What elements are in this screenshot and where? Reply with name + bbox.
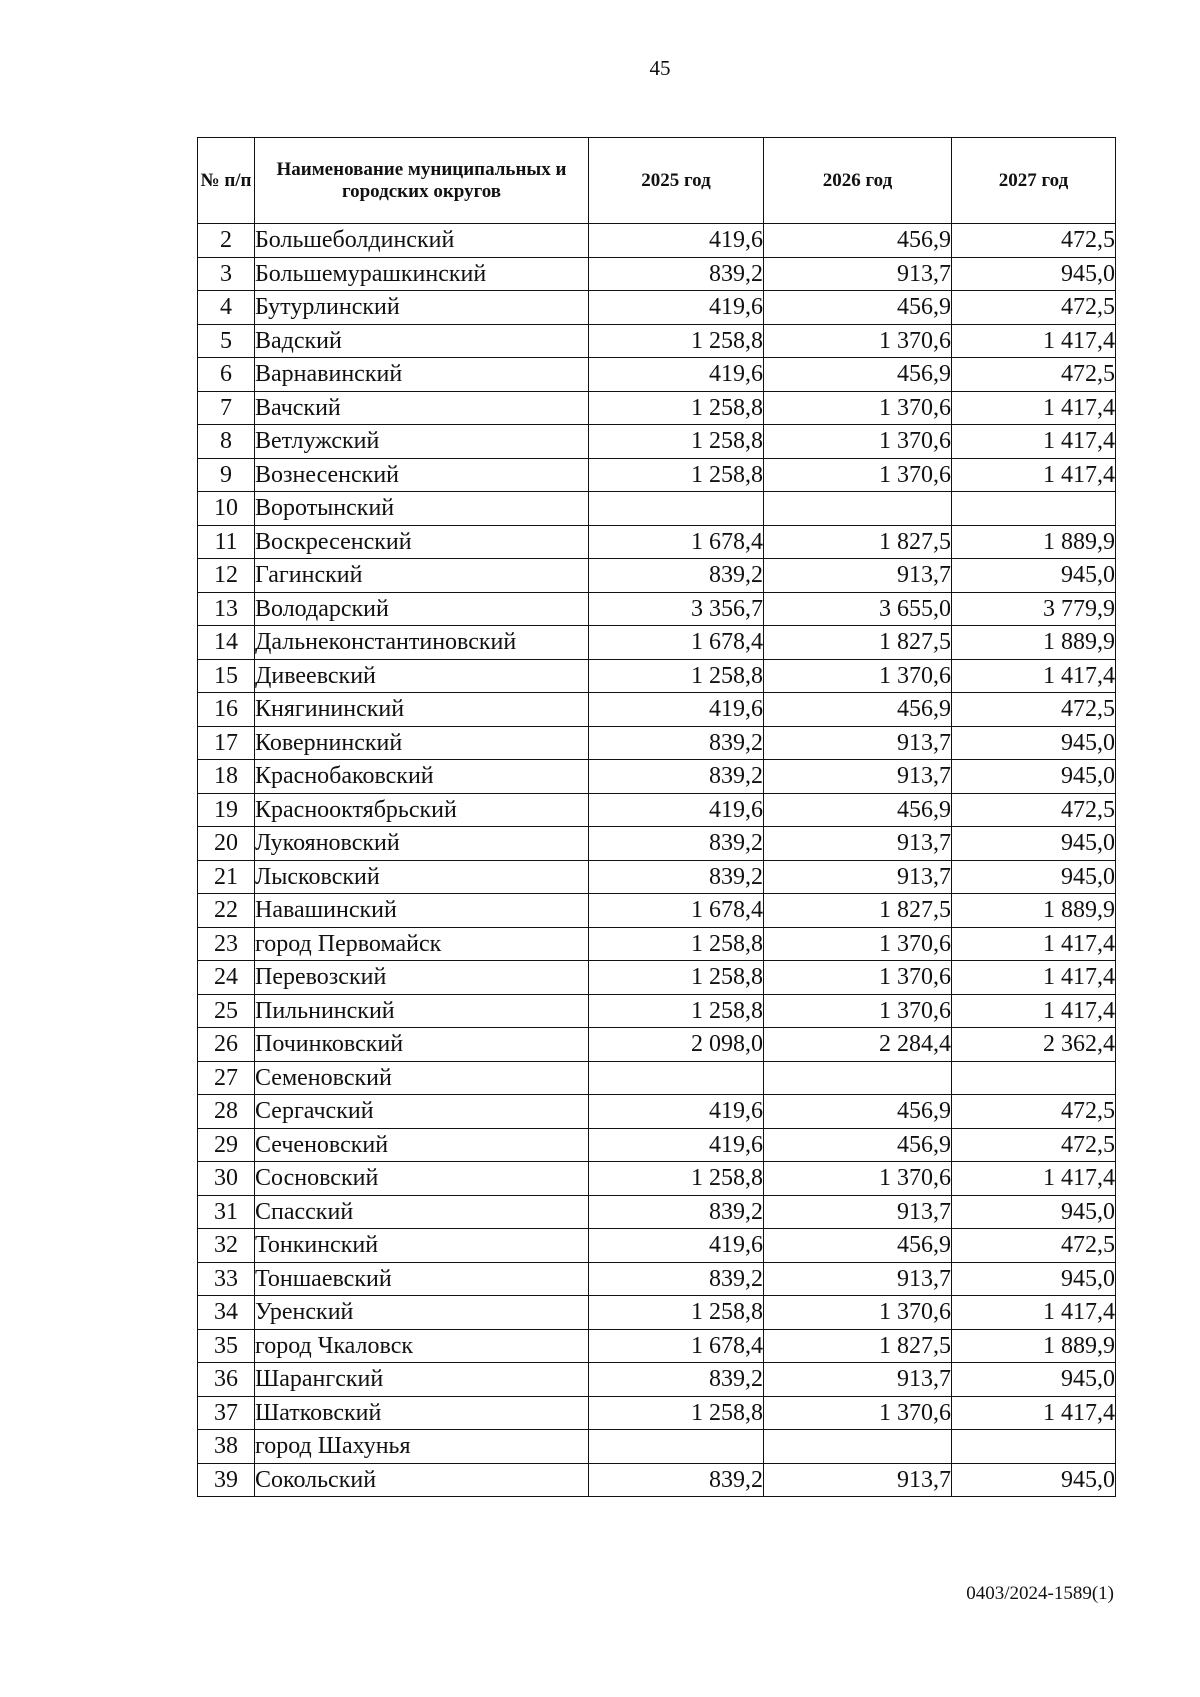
- municipality-name: Шатковский: [255, 1396, 589, 1430]
- table-row: [198, 257, 1116, 291]
- row-number: 3: [198, 257, 255, 291]
- value-2027: 472,5: [952, 1095, 1116, 1129]
- value-2027: 1 417,4: [952, 927, 1116, 961]
- row-number: 13: [198, 592, 255, 626]
- row-number: 34: [198, 1296, 255, 1330]
- municipality-name: город Чкаловск: [255, 1329, 589, 1363]
- row-number: 23: [198, 927, 255, 961]
- value-2026: 456,9: [764, 358, 952, 392]
- value-2027: 1 417,4: [952, 659, 1116, 693]
- table-header: [198, 138, 1116, 224]
- value-2027: 945,0: [952, 760, 1116, 794]
- value-2026: 913,7: [764, 559, 952, 593]
- value-2026: 1 370,6: [764, 1162, 952, 1196]
- value-2026: 1 370,6: [764, 659, 952, 693]
- value-2027: 1 889,9: [952, 525, 1116, 559]
- value-2027: 945,0: [952, 726, 1116, 760]
- value-2026: 456,9: [764, 1128, 952, 1162]
- value-2027: 945,0: [952, 1463, 1116, 1497]
- value-2027: 1 417,4: [952, 391, 1116, 425]
- municipality-name: Вачский: [255, 391, 589, 425]
- row-number: 28: [198, 1095, 255, 1129]
- header-year-2026: 2026 год: [764, 138, 952, 224]
- value-2026: 913,7: [764, 760, 952, 794]
- value-2025: 1 678,4: [589, 626, 764, 660]
- value-2026: 1 827,5: [764, 894, 952, 928]
- value-2027: 1 889,9: [952, 894, 1116, 928]
- municipality-name: Гагинский: [255, 559, 589, 593]
- value-2026: 1 370,6: [764, 961, 952, 995]
- value-2025: 1 258,8: [589, 391, 764, 425]
- municipality-name: Уренский: [255, 1296, 589, 1330]
- table-row: [198, 525, 1116, 559]
- municipality-name: Семеновский: [255, 1061, 589, 1095]
- value-2025: 1 678,4: [589, 894, 764, 928]
- row-number: 24: [198, 961, 255, 995]
- municipality-name: Спасский: [255, 1195, 589, 1229]
- municipality-name: Вадский: [255, 324, 589, 358]
- value-2027: 1 417,4: [952, 961, 1116, 995]
- table-row: [198, 860, 1116, 894]
- value-2025: 839,2: [589, 559, 764, 593]
- table-row: [198, 1396, 1116, 1430]
- value-2025: 839,2: [589, 860, 764, 894]
- table-row: [198, 1162, 1116, 1196]
- municipality-name: Воротынский: [255, 492, 589, 526]
- value-2027: 945,0: [952, 257, 1116, 291]
- municipality-name: Сосновский: [255, 1162, 589, 1196]
- header-municipality-name: Наименование муниципальных и городских округов: [255, 138, 589, 224]
- municipality-name: Володарский: [255, 592, 589, 626]
- row-number: 36: [198, 1363, 255, 1397]
- table-row: [198, 1363, 1116, 1397]
- value-2026: 1 370,6: [764, 458, 952, 492]
- value-2027: 945,0: [952, 827, 1116, 861]
- value-2025: 839,2: [589, 1363, 764, 1397]
- value-2027: 1 417,4: [952, 425, 1116, 459]
- value-2025: 1 258,8: [589, 1396, 764, 1430]
- table-row: [198, 324, 1116, 358]
- value-2027: 1 889,9: [952, 1329, 1116, 1363]
- value-2025: 839,2: [589, 1262, 764, 1296]
- municipality-name: Шарангский: [255, 1363, 589, 1397]
- row-number: 26: [198, 1028, 255, 1062]
- value-2025: 419,6: [589, 693, 764, 727]
- row-number: 18: [198, 760, 255, 794]
- municipality-name: Тоншаевский: [255, 1262, 589, 1296]
- table-row: [198, 1262, 1116, 1296]
- row-number: 31: [198, 1195, 255, 1229]
- value-2026: 456,9: [764, 224, 952, 258]
- table-row: [198, 927, 1116, 961]
- value-2026: 1 370,6: [764, 1296, 952, 1330]
- value-2026: 1 827,5: [764, 525, 952, 559]
- municipality-name: Ветлужский: [255, 425, 589, 459]
- municipality-name: Краснобаковский: [255, 760, 589, 794]
- table-row: [198, 358, 1116, 392]
- table-row: [198, 492, 1116, 526]
- value-2026: [764, 1430, 952, 1464]
- row-number: 14: [198, 626, 255, 660]
- row-number: 21: [198, 860, 255, 894]
- municipality-name: город Первомайск: [255, 927, 589, 961]
- value-2026: 3 655,0: [764, 592, 952, 626]
- table-row: [198, 1095, 1116, 1129]
- table-row: [198, 1296, 1116, 1330]
- row-number: 37: [198, 1396, 255, 1430]
- value-2025: 1 258,8: [589, 927, 764, 961]
- row-number: 2: [198, 224, 255, 258]
- municipality-name: Тонкинский: [255, 1229, 589, 1263]
- value-2027: [952, 1061, 1116, 1095]
- value-2026: 913,7: [764, 1363, 952, 1397]
- row-number: 6: [198, 358, 255, 392]
- table-row: [198, 760, 1116, 794]
- value-2025: 2 098,0: [589, 1028, 764, 1062]
- value-2027: 1 417,4: [952, 994, 1116, 1028]
- value-2025: 419,6: [589, 1229, 764, 1263]
- value-2026: [764, 492, 952, 526]
- value-2025: 839,2: [589, 726, 764, 760]
- table-row: [198, 592, 1116, 626]
- municipality-name: Дальнеконстантиновский: [255, 626, 589, 660]
- municipality-name: Воскресенский: [255, 525, 589, 559]
- value-2025: 419,6: [589, 793, 764, 827]
- value-2026: [764, 1061, 952, 1095]
- row-number: 39: [198, 1463, 255, 1497]
- value-2026: 456,9: [764, 291, 952, 325]
- table-row: [198, 659, 1116, 693]
- value-2027: 1 417,4: [952, 324, 1116, 358]
- value-2025: 1 678,4: [589, 1329, 764, 1363]
- municipality-name: Большеболдинский: [255, 224, 589, 258]
- value-2026: 456,9: [764, 693, 952, 727]
- table-row: [198, 626, 1116, 660]
- value-2026: 1 370,6: [764, 425, 952, 459]
- municipality-name: Бутурлинский: [255, 291, 589, 325]
- table-row: [198, 693, 1116, 727]
- municipality-name: Починковский: [255, 1028, 589, 1062]
- municipality-name: Краснооктябрьский: [255, 793, 589, 827]
- value-2025: 1 258,8: [589, 961, 764, 995]
- row-number: 38: [198, 1430, 255, 1464]
- value-2026: 456,9: [764, 793, 952, 827]
- table-row: [198, 726, 1116, 760]
- value-2027: 945,0: [952, 1363, 1116, 1397]
- row-number: 9: [198, 458, 255, 492]
- table-row: [198, 1061, 1116, 1095]
- value-2027: 1 417,4: [952, 458, 1116, 492]
- value-2027: 1 417,4: [952, 1162, 1116, 1196]
- header-row: [198, 138, 1116, 224]
- document-code: 0403/2024-1589(1): [966, 1583, 1114, 1604]
- municipality-name: Варнавинский: [255, 358, 589, 392]
- value-2026: 1 370,6: [764, 927, 952, 961]
- municipality-name: город Шахунья: [255, 1430, 589, 1464]
- value-2027: 3 779,9: [952, 592, 1116, 626]
- value-2025: 839,2: [589, 1463, 764, 1497]
- value-2025: 1 258,8: [589, 324, 764, 358]
- value-2026: 1 827,5: [764, 626, 952, 660]
- header-number: № п/п: [198, 138, 255, 224]
- municipality-name: Сокольский: [255, 1463, 589, 1497]
- table-row: [198, 391, 1116, 425]
- table-row: [198, 1195, 1116, 1229]
- value-2025: 3 356,7: [589, 592, 764, 626]
- table-row: [198, 1028, 1116, 1062]
- value-2027: 472,5: [952, 1128, 1116, 1162]
- table-row: [198, 1229, 1116, 1263]
- municipality-name: Вознесенский: [255, 458, 589, 492]
- value-2026: 913,7: [764, 257, 952, 291]
- municipality-name: Перевозский: [255, 961, 589, 995]
- row-number: 17: [198, 726, 255, 760]
- value-2025: 1 258,8: [589, 1296, 764, 1330]
- municipality-name: Навашинский: [255, 894, 589, 928]
- value-2026: 1 370,6: [764, 1396, 952, 1430]
- table-row: [198, 458, 1116, 492]
- row-number: 5: [198, 324, 255, 358]
- value-2025: 1 678,4: [589, 525, 764, 559]
- table-row: [198, 224, 1116, 258]
- row-number: 25: [198, 994, 255, 1028]
- value-2027: 472,5: [952, 291, 1116, 325]
- row-number: 22: [198, 894, 255, 928]
- value-2025: 1 258,8: [589, 458, 764, 492]
- value-2025: 839,2: [589, 257, 764, 291]
- value-2026: 913,7: [764, 1195, 952, 1229]
- value-2025: 1 258,8: [589, 1162, 764, 1196]
- table-row: [198, 1329, 1116, 1363]
- value-2026: 913,7: [764, 1262, 952, 1296]
- value-2025: [589, 1061, 764, 1095]
- value-2026: 1 370,6: [764, 994, 952, 1028]
- row-number: 8: [198, 425, 255, 459]
- value-2027: 945,0: [952, 860, 1116, 894]
- municipality-name: Сеченовский: [255, 1128, 589, 1162]
- row-number: 35: [198, 1329, 255, 1363]
- value-2025: 419,6: [589, 224, 764, 258]
- value-2026: 1 827,5: [764, 1329, 952, 1363]
- table-row: [198, 1128, 1116, 1162]
- municipal-allocation-table: [197, 137, 1116, 1497]
- municipality-name: Большемурашкинский: [255, 257, 589, 291]
- value-2025: 839,2: [589, 827, 764, 861]
- row-number: 11: [198, 525, 255, 559]
- row-number: 7: [198, 391, 255, 425]
- row-number: 33: [198, 1262, 255, 1296]
- table-row: [198, 291, 1116, 325]
- page-number: 45: [649, 56, 671, 80]
- value-2025: [589, 492, 764, 526]
- row-number: 27: [198, 1061, 255, 1095]
- value-2027: 472,5: [952, 224, 1116, 258]
- value-2025: 839,2: [589, 1195, 764, 1229]
- municipality-name: Дивеевский: [255, 659, 589, 693]
- table-row: [198, 961, 1116, 995]
- row-number: 30: [198, 1162, 255, 1196]
- value-2026: 913,7: [764, 860, 952, 894]
- value-2027: 1 417,4: [952, 1396, 1116, 1430]
- value-2026: 2 284,4: [764, 1028, 952, 1062]
- value-2027: 472,5: [952, 1229, 1116, 1263]
- table-row: [198, 827, 1116, 861]
- municipality-name: Княгининский: [255, 693, 589, 727]
- value-2027: [952, 492, 1116, 526]
- value-2025: 1 258,8: [589, 659, 764, 693]
- value-2025: [589, 1430, 764, 1464]
- value-2025: 1 258,8: [589, 425, 764, 459]
- value-2026: 456,9: [764, 1229, 952, 1263]
- value-2027: 472,5: [952, 358, 1116, 392]
- value-2026: 1 370,6: [764, 391, 952, 425]
- municipality-name: Сергачский: [255, 1095, 589, 1129]
- table-row: [198, 1430, 1116, 1464]
- header-year-2025: 2025 год: [589, 138, 764, 224]
- header-year-2027: 2027 год: [952, 138, 1116, 224]
- municipality-name: Лысковский: [255, 860, 589, 894]
- table-row: [198, 793, 1116, 827]
- value-2027: 2 362,4: [952, 1028, 1116, 1062]
- value-2027: 1 417,4: [952, 1296, 1116, 1330]
- value-2025: 419,6: [589, 1128, 764, 1162]
- value-2027: 1 889,9: [952, 626, 1116, 660]
- value-2025: 1 258,8: [589, 994, 764, 1028]
- table-body: [198, 224, 1116, 1497]
- row-number: 4: [198, 291, 255, 325]
- table-row: [198, 1463, 1116, 1497]
- value-2026: 913,7: [764, 827, 952, 861]
- value-2027: [952, 1430, 1116, 1464]
- value-2027: 945,0: [952, 559, 1116, 593]
- value-2025: 419,6: [589, 1095, 764, 1129]
- value-2025: 419,6: [589, 358, 764, 392]
- row-number: 29: [198, 1128, 255, 1162]
- table-row: [198, 559, 1116, 593]
- row-number: 10: [198, 492, 255, 526]
- row-number: 16: [198, 693, 255, 727]
- municipality-name: Ковернинский: [255, 726, 589, 760]
- table-row: [198, 994, 1116, 1028]
- value-2027: 472,5: [952, 793, 1116, 827]
- value-2026: 913,7: [764, 726, 952, 760]
- municipality-name: Лукояновский: [255, 827, 589, 861]
- value-2025: 419,6: [589, 291, 764, 325]
- value-2027: 945,0: [952, 1195, 1116, 1229]
- value-2026: 913,7: [764, 1463, 952, 1497]
- row-number: 20: [198, 827, 255, 861]
- municipality-name: Пильнинский: [255, 994, 589, 1028]
- value-2026: 1 370,6: [764, 324, 952, 358]
- value-2027: 472,5: [952, 693, 1116, 727]
- value-2025: 839,2: [589, 760, 764, 794]
- table-row: [198, 894, 1116, 928]
- row-number: 32: [198, 1229, 255, 1263]
- table-row: [198, 425, 1116, 459]
- row-number: 15: [198, 659, 255, 693]
- value-2026: 456,9: [764, 1095, 952, 1129]
- value-2027: 945,0: [952, 1262, 1116, 1296]
- row-number: 12: [198, 559, 255, 593]
- row-number: 19: [198, 793, 255, 827]
